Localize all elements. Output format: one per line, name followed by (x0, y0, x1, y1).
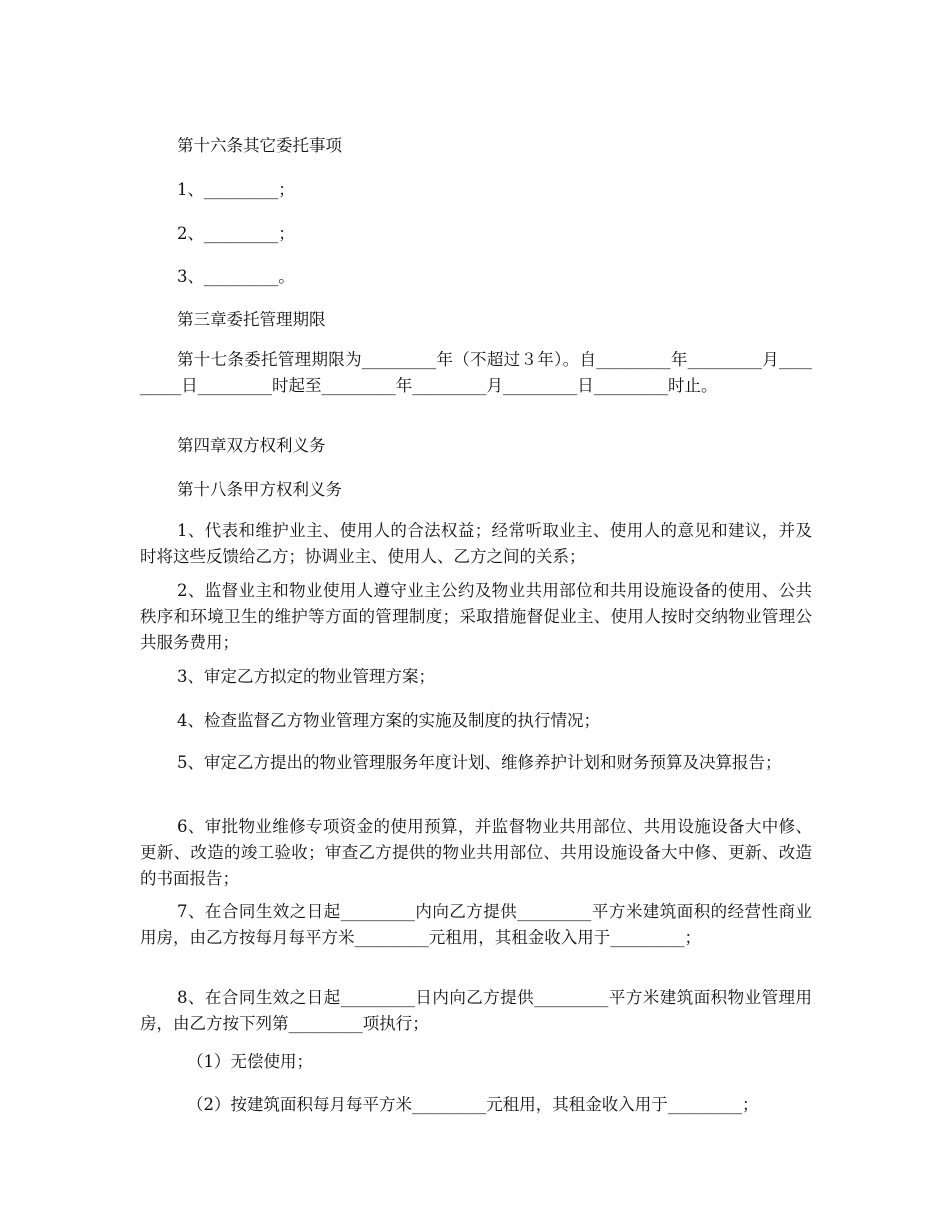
party-a-duty-3: 3、审定乙方拟定的物业管理方案； (177, 667, 435, 686)
chapter-4-heading: 第四章双方权利义务 (177, 436, 326, 455)
article-16-item-1: 1、_________； (177, 180, 295, 199)
chapter-3-heading: 第三章委托管理期限 (177, 310, 326, 329)
party-a-duty-7: 7、在合同生效之日起_________内向乙方提供_________平方米建筑面积的经营性商业用房，由乙方按每月每平方米_________元租用，其租金收入用于_________； (140, 902, 812, 947)
party-a-duty-1: 1、代表和维护业主、使用人的合法权益；经常听取业主、使用人的意见和建议，并及时将这些反馈给乙方；协调业主、使用人、乙方之间的关系； (140, 521, 812, 566)
party-a-duty-6: 6、审批物业维修专项资金的使用预算，并监督物业共用部位、共用设施设备大中修、更新、改造的竣工验收；审查乙方提供的物业共用部位、共用设施设备大中修、更新、改造的书面报告； (140, 817, 812, 888)
party-a-duty-2: 2、监督业主和物业使用人遵守业主公约及物业共用部位和共用设施设备的使用、公共秩序和环境卫生的维护等方面的管理制度；采取措施督促业主、使用人按时交纳物业管理公共服务费用； (140, 581, 812, 652)
article-16-heading: 第十六条其它委托事项 (177, 136, 342, 155)
duty-8-option-2: （2）按建筑面积每月每平方米_________元租用，其租金收入用于_________； (187, 1095, 759, 1114)
article-16-item-3: 3、_________。 (177, 267, 295, 286)
party-a-duty-5: 5、审定乙方提出的物业管理服务年度计划、维修养护计划和财务预算及决算报告； (177, 753, 782, 772)
duty-8-option-1: （1）无偿使用； (187, 1052, 313, 1071)
article-18-heading: 第十八条甲方权利义务 (177, 480, 342, 499)
article-17-paragraph: 第十七条委托管理期限为_________年（不超过３年）。自_________年_________月_________日_________时起至_________年_________月_________日_________时止。 (140, 350, 812, 395)
party-a-duty-8: 8、在合同生效之日起_________日内向乙方提供_________平方米建筑面积物业管理用房，由乙方按下列第_________项执行； (140, 988, 812, 1033)
article-16-item-2: 2、_________； (177, 224, 295, 243)
party-a-duty-4: 4、检查监督乙方物业管理方案的实施及制度的执行情况； (177, 711, 600, 730)
